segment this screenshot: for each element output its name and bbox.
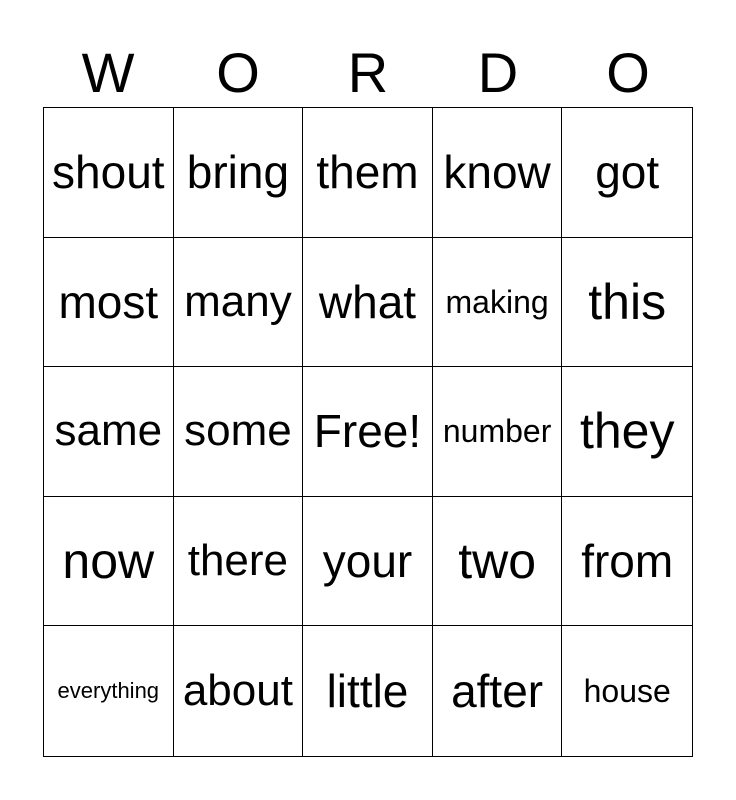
header-letter-r: R [347, 41, 389, 104]
bingo-cell: from [562, 497, 692, 627]
bingo-cell: same [44, 367, 174, 497]
bingo-cell: shout [44, 108, 174, 238]
bingo-cell: little [303, 626, 433, 756]
bingo-cell: many [174, 238, 304, 368]
bingo-cell-free: Free! [303, 367, 433, 497]
bingo-cell: your [303, 497, 433, 627]
bingo-cell: number [433, 367, 563, 497]
bingo-cell: two [433, 497, 563, 627]
header-letter-d: D [477, 41, 519, 104]
header-letter-o: O [216, 41, 260, 104]
bingo-card-grid [43, 107, 693, 757]
bingo-cell: know [433, 108, 563, 238]
header-letter-w: W [81, 41, 135, 104]
bingo-cell: about [174, 626, 304, 756]
bingo-cell: house [583, 673, 671, 710]
bingo-cell: everything [44, 626, 174, 756]
bingo-cell: bring [174, 108, 304, 238]
bingo-cell: they [562, 367, 692, 497]
bingo-cell: this [562, 238, 692, 368]
bingo-header [43, 40, 693, 106]
bingo-cell: there [174, 497, 304, 627]
bingo-cell: after [433, 626, 563, 756]
bingo-cell: got [562, 108, 692, 238]
bingo-cell: making [433, 238, 563, 368]
bingo-cell: what [303, 238, 433, 368]
bingo-cell: some [174, 367, 304, 497]
bingo-cell: now [44, 497, 174, 627]
bingo-cell: them [303, 108, 433, 238]
header-letter-o-2: O [606, 41, 650, 104]
bingo-cell: most [44, 238, 174, 368]
